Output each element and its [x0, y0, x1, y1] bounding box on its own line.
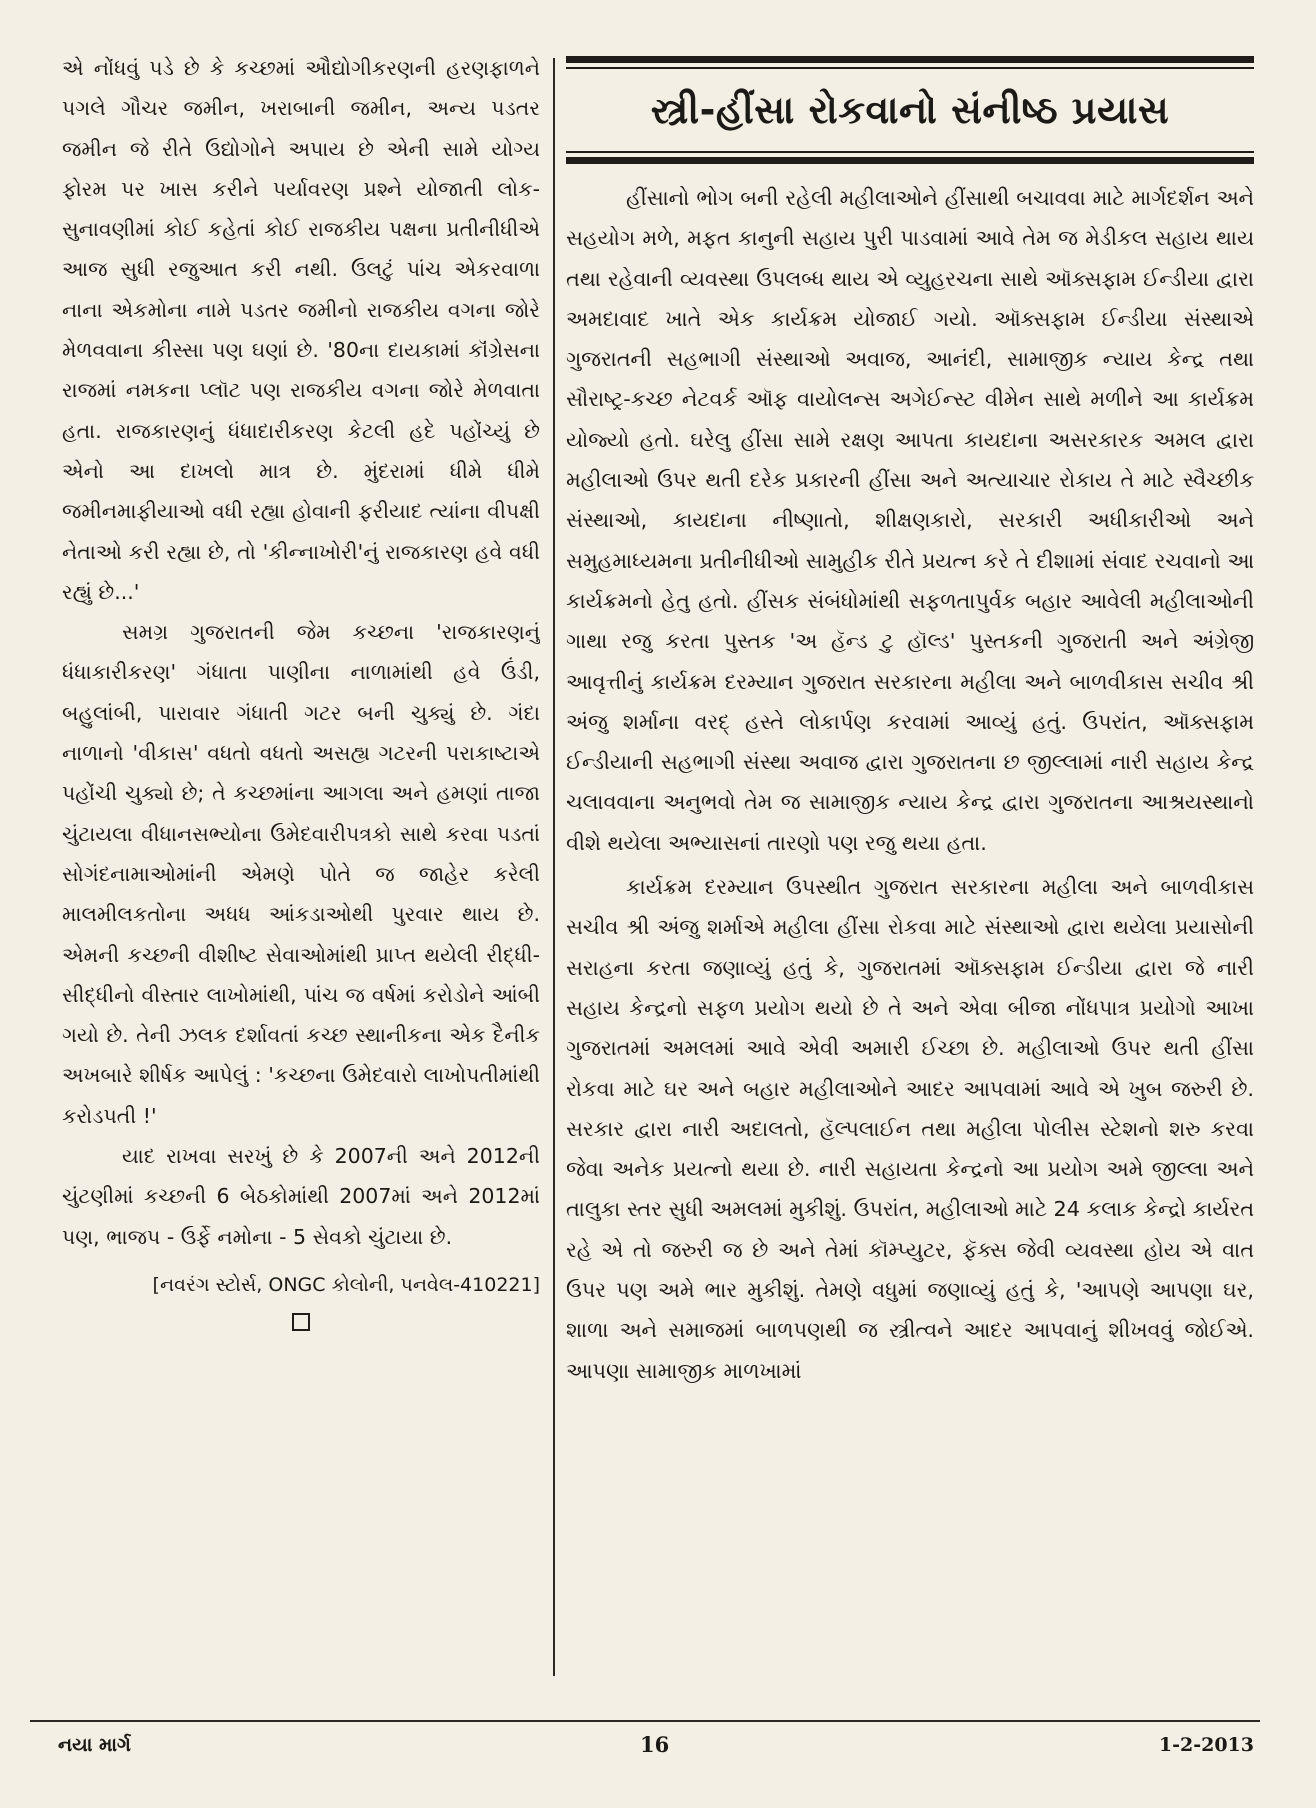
headline-bottom-thin-rule — [566, 151, 1254, 153]
publication-name: નયા માર્ગ — [58, 1734, 131, 1756]
right-column — [566, 56, 1254, 1696]
right-paragraph-2: કાર્યક્રમ દરમ્યાન ઉપસ્થીત ગુજરાત સરકારના મહીલા અને બાળવીકાસ સચીવ શ્રી અંજુ શર્માએ મહીલા હીંસા રોકવા માટે સંસ્થાઓ દ્વારા થયેલા પ્રયાસોની સરાહના કરતા જણાવ્યું હતું કે, ગુજરાતમાં ઑક્સફામ ઈન્ડીયા દ્વારા જે નારી સહાય કેન્દ્રનો સફળ પ્રયોગ થયો છે તે અને એવા બીજા નોંધપાત્ર પ્રયોગો આખા ગુજરાતમાં અમલમાં આવે એવી અમારી ઈચ્છા છે. મહીલાઓ ઉપર થતી હીંસા રોકવા માટે ઘર અને બહાર મહીલાઓને આદર આપવામાં આવે એ ખુબ જરુરી છે. સરકાર દ્વારા નારી અદાલતો, હૅલ્પલાઈન તથા મહીલા પોલીસ સ્ટેશનો શરુ કરવા જેવા અનેક પ્રયત્નો થયા છે. નારી સહાયતા કેન્દ્રનો આ પ્રયોગ અમે જીલ્લા અને તાલુકા સ્તર સુધી અમલમાં મુકીશું. ઉપરાંત, મહીલાઓ માટે 24 કલાક કેન્દ્રો કાર્યરત રહે એ તો જરુરી જ છે અને તેમાં કૉમ્પ્યુટર, ફૅક્સ જેવી વ્યવસ્થા હોય એ વાત ઉપર પણ અમે ભાર મુકીશું. તેમણે વધુમાં જણાવ્યું હતું કે, 'આપણે આપણા ઘર, શાળા અને સમાજમાં બાળપણથી જ સ્ત્રીત્વને આદર આપવાનું શીખવવું જોઈએ. આપણા સામાજીક માળખામાં — [566, 875, 1254, 1383]
headline-top-rule — [566, 56, 1254, 63]
article-end-square-icon — [292, 1313, 310, 1331]
right-paragraph-1: હીંસાનો ભોગ બની રહેલી મહીલાઓને હીંસાથી બચાવવા માટે માર્ગદર્શન અને સહયોગ મળે, મફત કાનુની સહાય પુરી પાડવામાં આવે તેમ જ મેડીકલ સહાય થાય તથા રહેવાની વ્યવસ્થા ઉપલબ્ધ થાય એ વ્યુહરચના સાથે ઑક્સફામ ઈન્ડીયા દ્વારા અમદાવાદ ખાતે એક કાર્યક્રમ યોજાઈ ગયો. ઑક્સફામ ઈન્ડીયા સંસ્થાએ ગુજરાતની સહભાગી સંસ્થાઓ અવાજ, આનંદી, સામાજીક ન્યાય કેન્દ્ર તથા સૌરાષ્ટ્ર-કચ્છ નેટવર્ક ઑફ વાયોલન્સ અગેઈન્સ્ટ વીમેન સાથે મળીને આ કાર્યક્રમ યોજ્યો હતો. ઘરેલુ હીંસા સામે રક્ષણ આપતા કાયદાના અસરકારક અમલ દ્વારા મહીલાઓ ઉપર થતી દરેક પ્રકારની હીંસા અને અત્યાચાર રોકાય તે માટે સ્વૈચ્છીક સંસ્થાઓ, કાયદાના નીષ્ણાતો, શીક્ષણકારો, સરકારી અધીકારીઓ અને સમુહમાધ્યમના પ્રતીનીધીઓ સામુહીક રીતે પ્રયત્ન કરે તે દીશામાં સંવાદ રચવાનો આ કાર્યક્રમનો હેતુ હતો. હીંસક સંબંધોમાંથી સફળતાપુર્વક બહાર આવેલી મહીલાઓની ગાથા રજુ કરતા પુસ્તક 'અ હૅન્ડ ટુ હૉલ્ડ' પુસ્તકની ગુજરાતી અને અંગ્રેજી આવૃત્તીનું કાર્યક્રમ દરમ્યાન ગુજરાત સરકારના મહીલા અને બાળવીકાસ સચીવ શ્રી અંજુ શર્માના વરદ્ હસ્તે લોકાર્પણ કરવામાં આવ્યું હતું. ઉપરાંત, ઑક્સફામ ઈન્ડીયાની સહભાગી સંસ્થા અવાજ દ્વારા ગુજરાતના છ જીલ્લામાં નારી સહાય કેન્દ્ર ચલાવવાના અનુભવો તેમ જ સામાજીક ન્યાય કેન્દ્ર દ્વારા ગુજરાતના આશ્રયસ્થાનો વીશે થયેલા અભ્યાસનાં તારણો પણ રજુ થયા હતા. — [566, 186, 1254, 855]
page-number: 16 — [640, 1732, 670, 1757]
article-headline: સ્ત્રી-હીંસા રોકવાનો સંનીષ્ઠ પ્રયાસ — [650, 88, 1170, 132]
issue-date: 1-2-2013 — [1158, 1734, 1254, 1756]
left-paragraph-2: સમગ્ર ગુજરાતની જેમ કચ્છના 'રાજકારણનું ધંધાકારીકરણ' ગંધાતા પાણીના નાળામાંથી હવે ઉંડી, બહુલાંબી, પારાવાર ગંધાતી ગટર બની ચુક્યું છે. ગંદા નાળાનો 'વીકાસ' વધતો વધતો અસહ્ય ગટરની પરાકાષ્ટાએ પહોંચી ચુક્યો છે; તે કચ્છમાંના આગલા અને હમણાં તાજા ચુંટાયલા વીધાનસભ્યોના ઉમેદવારીપત્રકો સાથે કરવા પડતાં સોગંદનામાઓમાંની એમણે પોતે જ જાહેર કરેલી માલમીલકતોના અધધ આંકડાઓથી પુરવાર થાય છે. એમની કચ્છની વીશીષ્ટ સેવાઓમાંથી પ્રાપ્ત થયેલી રીદ્ધી-સીદ્ધીનો વીસ્તાર લાખોમાંથી, પાંચ જ વર્ષમાં કરોડોને આંબી ગયો છે. તેની ઝલક દર્શાવતાં કચ્છ સ્થાનીકના એક દૈનીક અખબારે શીર્ષક આપેલું : 'કચ્છના ઉમેદવારો લાખોપતીમાંથી કરોડપતી !' — [62, 620, 540, 1128]
left-paragraph-1: એ નોંધવું પડે છે કે કચ્છમાં ઔદ્યોગીકરણની હરણફાળને પગલે ગૌચર જમીન, ખરાબાની જમીન, અન્ય પડતર જમીન જે રીતે ઉદ્યોગોને અપાય છે એની સામે યોગ્ય ફોરમ પર ખાસ કરીને પર્યાવરણ પ્રશ્ને યોજાતી લોક-સુનાવણીમાં કોઈ કહેતાં કોઈ રાજકીય પક્ષના પ્રતીનીધીએ આજ સુધી રજુઆત કરી નથી. ઉલટું પાંચ એકરવાળા નાના એકમોના નામે પડતર જમીનો રાજકીય વગના જોરે મેળવવાના કીસ્સા પણ ઘણાં છે. '80ના દાયકામાં કૉંગ્રેસના રાજમાં નમકના પ્લૉટ પણ રાજકીય વગના જોરે મેળવાતા હતા. રાજકારણનું ધંધાદારીકરણ કેટલી હદે પહોંચ્યું છે એનો આ દાખલો માત્ર છે. મુંદરામાં ધીમે ધીમે જમીનમાફીયાઓ વધી રહ્યા હોવાની ફરીયાદ ત્યાંના વીપક્ષી નેતાઓ કરી રહ્યા છે, તો 'કીન્નાખોરી'નું રાજકારણ હવે વધી રહ્યું છે...' — [62, 56, 540, 604]
author-credit: [નવરંગ સ્ટોર્સ, ONGC કોલોની, પનવેલ-410221] — [152, 1273, 540, 1296]
column-divider — [553, 58, 555, 1676]
headline-bottom-rule — [566, 157, 1254, 164]
footer-rule — [30, 1720, 1260, 1722]
left-paragraph-3: યાદ રાખવા સરખું છે કે 2007ની અને 2012ની ચુંટણીમાં કચ્છની 6 બેઠકોમાંથી 2007માં અને 2012માં પણ, ભાજપ - ઉર્ફે નમોના - 5 સેવકો ચુંટાયા છે. — [62, 1144, 540, 1249]
left-column — [62, 48, 540, 1688]
headline-top-thin-rule — [566, 67, 1254, 69]
